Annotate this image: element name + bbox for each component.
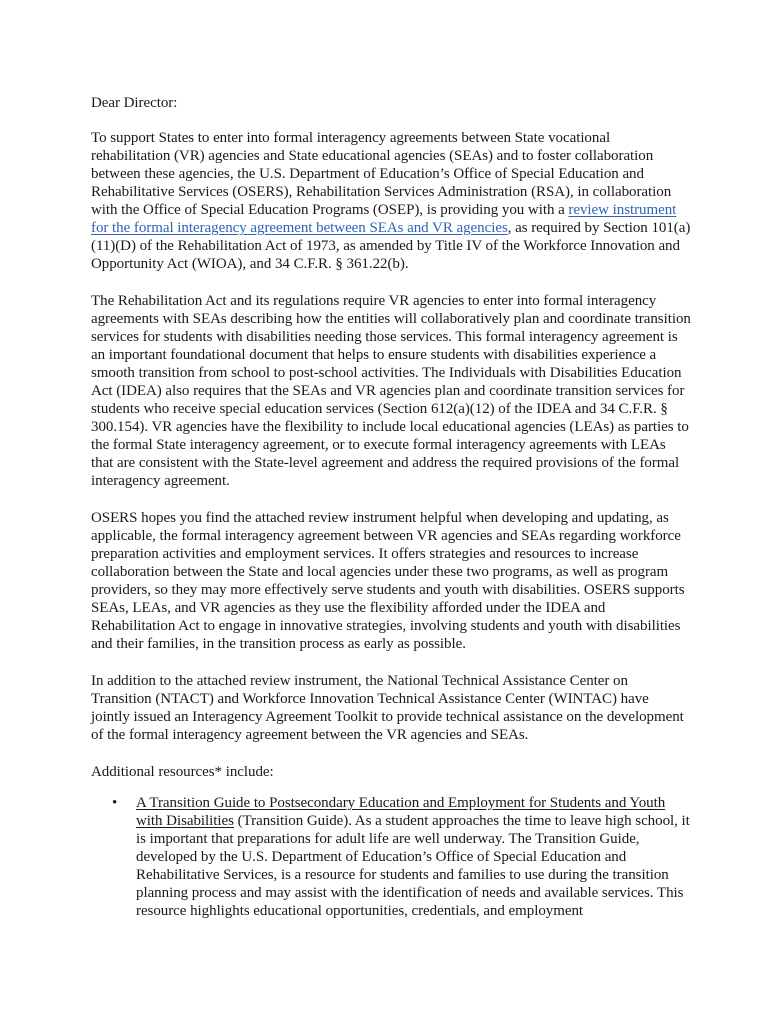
letter-greeting: Dear Director: (91, 95, 178, 111)
paragraph-toolkit: In addition to the attached review instrument, the National Technical Assistance Center on Transition (NTACT) and Workforce Innovation Technical Assistance Center (WINTAC) have jointly issued an Interagency Agreement Toolkit to provide technical assistance on the development of the formal interagency agreement between the VR agencies and SEAs. (91, 673, 684, 743)
bullet-icon: • (112, 795, 118, 811)
transition-guide-link[interactable]: A Transition Guide to Postsecondary Education and Employment for Students and Youth with Disabilities (136, 795, 666, 829)
paragraph-purpose (91, 129, 691, 273)
paragraph-purpose-text-end: , as required by Section 101(a)(11)(D) of the Rehabilitation Act of 1973, as amended by Title IV of the Workforce Innovation and Opportunity Act (WIOA), and 34 C.F.R. § 361.22(b). (91, 220, 691, 272)
resources-list (91, 794, 691, 920)
paragraph-osers-hopes: OSERS hopes you find the attached review instrument helpful when developing and updating, as applicable, the formal interagency agreement between VR agencies and SEAs regarding workforce preparation activities and employment services. It offers strategies and resources to increase collaboration between the State and local agencies under these two programs, as well as program providers, so they may more effectively serve students and youth with disabilities. OSERS supports SEAs, LEAs, and VR agencies as they use the flexibility afforded under the IDEA and Rehabilitation Act to engage in innovative strategies, involving students and youth with disabilities and their families, in the transition process as early as possible. (91, 510, 685, 652)
transition-guide-description: (Transition Guide). As a student approaches the time to leave high school, it is important that preparations for adult life are well underway. The Transition Guide, developed by the U.S. Department of Education’s Office of Special Education and Rehabilitative Services, is a resource for students and families to use during the transition planning process and may assist with the identification of needs and available services. This resource highlights educational opportunities, credentials, and employment (136, 813, 690, 919)
paragraph-requirements: The Rehabilitation Act and its regulations require VR agencies to enter into formal interagency agreements with SEAs describing how the entities will collaboratively plan and coordinate transition services for students with disabilities needing those services. This formal interagency agreement is an important foundational document that helps to ensure students with disabilities experience a smooth transition from school to post-school activities. The Individuals with Disabilities Education Act (IDEA) also requires that the SEAs and VR agencies plan and coordinate transition services for students who receive special education services (Section 612(a)(12) of the IDEA and 34 C.F.R. § 300.154). VR agencies have the flexibility to include local educational agencies (LEAs) as parties to the formal State interagency agreement, or to execute formal interagency agreements with LEAs that are consistent with the State-level agreement and address the required provisions of the formal interagency agreement. (91, 293, 691, 489)
letter-body (91, 94, 691, 920)
review-instrument-link[interactable]: review instrument for the formal interagency agreement between SEAs and VR agencies (91, 202, 677, 236)
paragraph-purpose-text-start: To support States to enter into formal interagency agreements between State vocational rehabilitation (VR) agencies and State educational agencies (SEAs) and to foster collaboration between these agencies, the U.S. Department of Education’s Office of Special Education and Rehabilitative Services (OSERS), Rehabilitation Services Administration (RSA), in collaboration with the Office of Special Education Programs (OSEP), is providing you with a (91, 130, 672, 218)
resources-intro: Additional resources* include: (91, 764, 274, 780)
list-item (91, 794, 691, 920)
